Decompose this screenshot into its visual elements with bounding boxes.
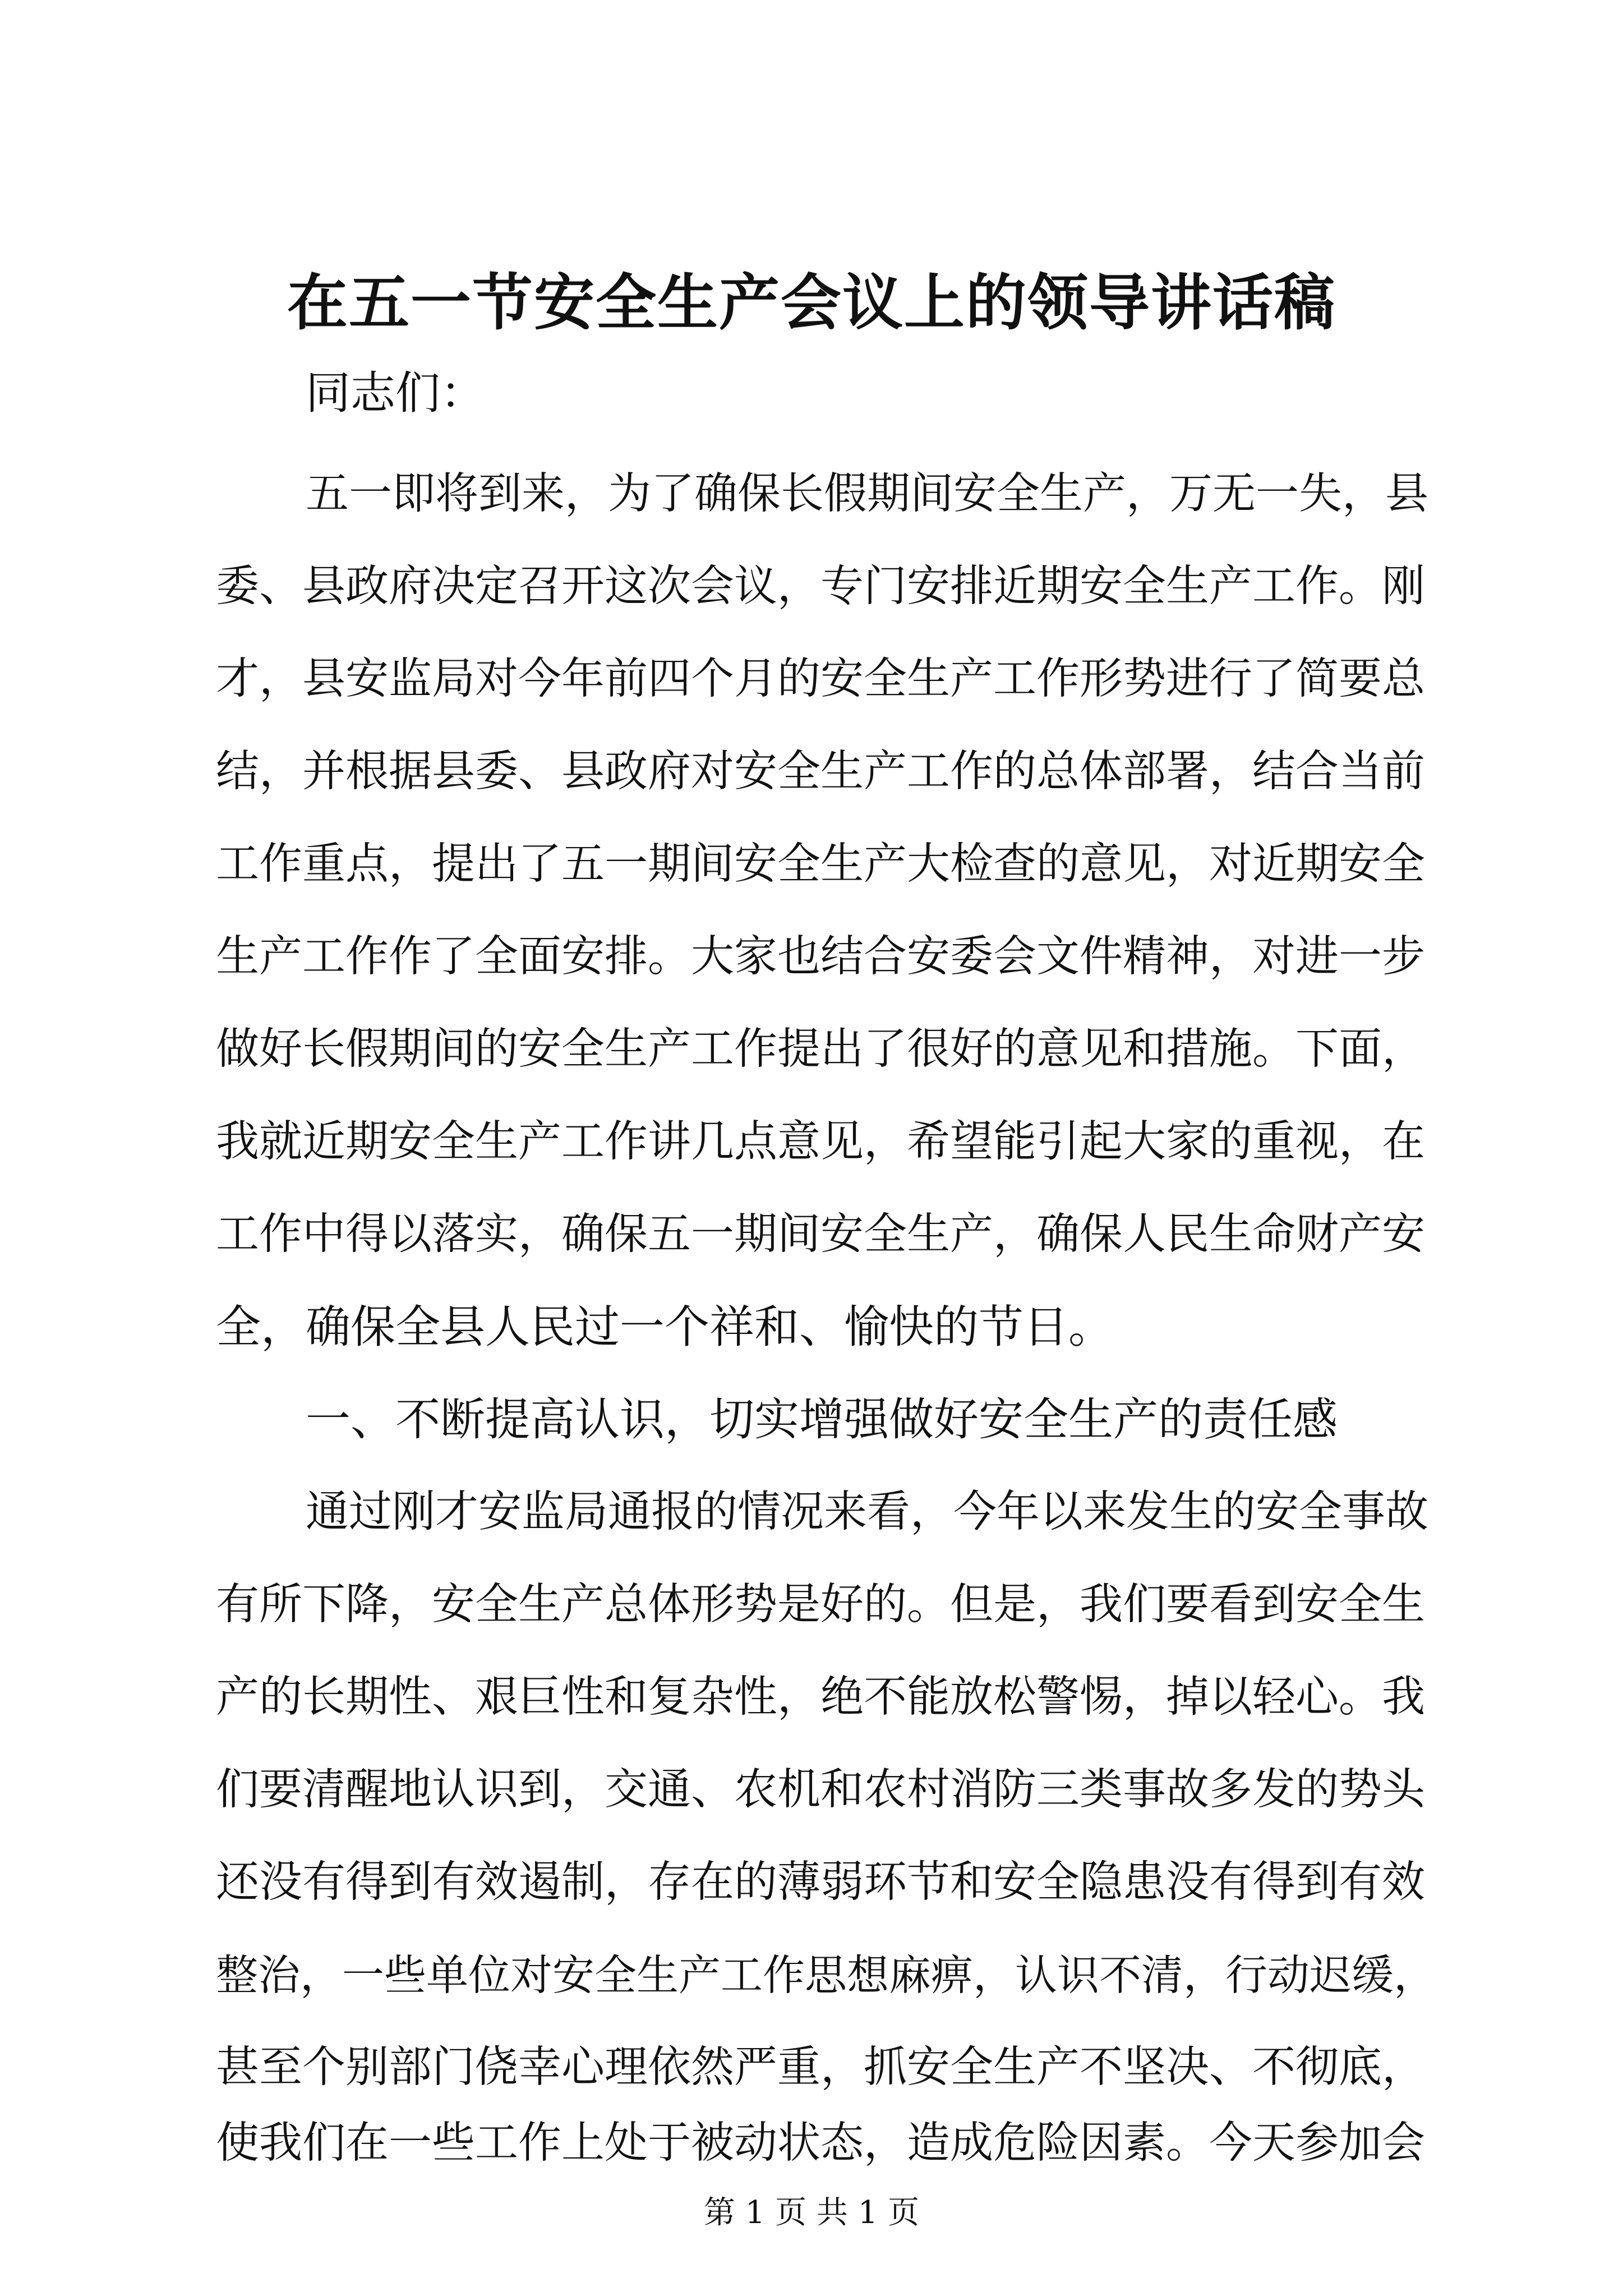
body-line: 做好长假期间的安全生产工作提出了很好的意见和措施。下面， (216, 1024, 1425, 1074)
page-number-footer: 第 1 页 共 1 页 (703, 2194, 920, 2231)
body-line: 全，确保全县人民过一个祥和、愉快的节日。 (216, 1301, 1113, 1353)
body-line: 产的长期性、艰巨性和复杂性，绝不能放松警惕，掉以轻心。我 (216, 1672, 1425, 1722)
section-heading-1: 一、不断提高认识，切实增强做好安全生产的责任感 (306, 1393, 1338, 1446)
body-line: 我就近期安全生产工作讲几点意见，希望能引起大家的重视，在 (216, 1117, 1425, 1167)
body-line: 通过刚才安监局通报的情况来看，今年以来发生的安全事故 (306, 1487, 1428, 1537)
body-line: 生产工作作了全面安排。大家也结合安委会文件精神，对进一步 (216, 932, 1425, 982)
body-line: 们要清醒地认识到，交通、农机和农村消防三类事故多发的势头 (216, 1765, 1425, 1815)
body-line: 还没有得到有效遏制，存在的薄弱环节和安全隐患没有得到有效 (216, 1857, 1425, 1907)
body-line: 有所下降，安全生产总体形势是好的。但是，我们要看到安全生 (216, 1580, 1425, 1630)
body-line: 五一即将到来，为了确保长假期间安全生产，万无一失，县 (306, 469, 1428, 519)
body-line: 委、县政府决定召开这次会议，专门安排近期安全生产工作。刚 (216, 562, 1425, 611)
body-line: 工作重点，提出了五一期间安全生产大检查的意见，对近期安全 (216, 839, 1425, 889)
body-line: 使我们在一些工作上处于被动状态，造成危险因素。今天参加会 (216, 2118, 1425, 2168)
document-title: 在五一节安全生产会议上的领导讲话稿 (287, 268, 1336, 338)
body-line: 甚至个别部门侥幸心理依然严重，抓安全生产不坚决、不彻底， (216, 2042, 1425, 2092)
salutation-line: 同志们： (306, 367, 485, 419)
body-line: 工作中得以落实，确保五一期间安全生产，确保人民生命财产安 (216, 1209, 1425, 1259)
body-line: 结，并根据县委、县政府对安全生产工作的总体部署，结合当前 (216, 747, 1425, 797)
body-line: 才，县安监局对今年前四个月的安全生产工作形势进行了简要总 (216, 654, 1425, 704)
body-line: 整治，一些单位对安全生产工作思想麻痹，认识不清，行动迟缓， (216, 1950, 1436, 2000)
